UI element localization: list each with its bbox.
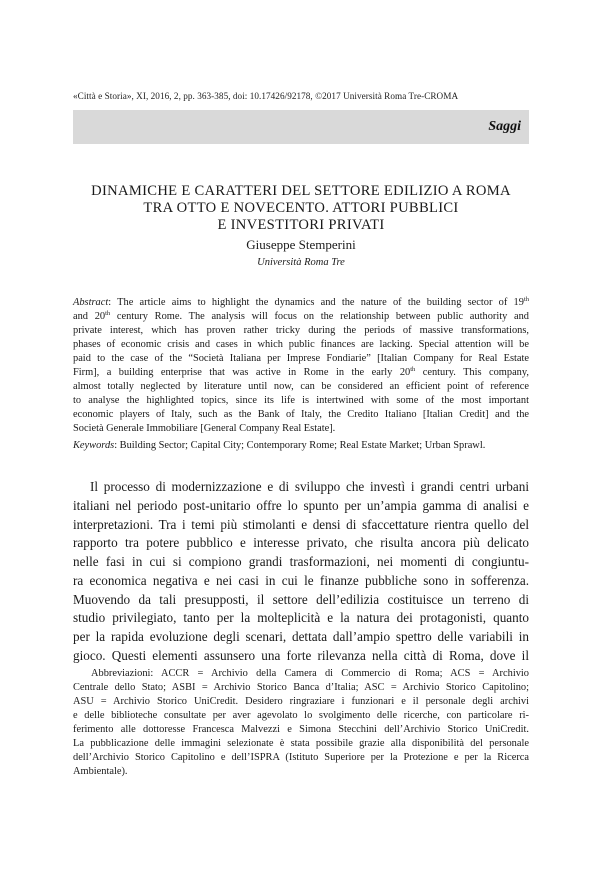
title-line: E INVESTITORI PRIVATI xyxy=(217,217,385,233)
keywords-label: Keywords xyxy=(73,440,115,451)
superscript: th xyxy=(523,296,529,303)
body-line: nelle fasi in cui si compiono grandi trasformazioni, nei momenti di congiuntu- xyxy=(73,554,529,569)
abstract-text: century Rome. The analysis will focus on the relationship between public authority and xyxy=(110,311,530,323)
footnote-line: Ambientale). xyxy=(73,766,128,777)
abstract-line xyxy=(73,296,529,310)
footnote-line: ferimento alle dottoresse Francesca Malvezzi e Simona Stecchini dell’Archivio Storico UniCredit. xyxy=(73,724,529,735)
article-title xyxy=(73,183,529,234)
body-line: interpretazioni. Tra i temi più stimolanti e densi di sfaccettature rientra quello del xyxy=(73,516,529,532)
body-line: rapporto tra potere pubblico e interesse privato, che risulta ancora più delicato xyxy=(73,535,529,551)
keywords xyxy=(73,439,529,453)
footnote-line: Centrale dello Stato; ASBI = Archivio Storico Banca d’Italia; ASC = Archivio Storico Capitolino; xyxy=(73,682,529,693)
superscript: th xyxy=(410,366,416,374)
abstract-line: economic players of Italy, such as the Bank of Italy, the Credito Italiano [Italian Credit] and the xyxy=(73,409,529,421)
abstract-text: century. This company, xyxy=(415,367,529,379)
title-line: DINAMICHE E CARATTERI DEL SETTORE EDILIZIO A ROMA xyxy=(91,183,511,199)
body-line: gioco. Questi elementi assunsero una forte rilevanza nella città di Roma, dove il xyxy=(73,647,529,663)
abstract-text: and 20 xyxy=(73,311,106,323)
abstract-line: Società Generale Immobiliare [General Company Real Estate]. xyxy=(73,423,336,435)
footnote-line: La pubblicazione delle immagini selezionate è stata possibile grazie alla disponibilità del personale xyxy=(73,738,529,749)
body-line: ra economica negativa e nei casi in cui le finanze pubbliche sono in sofferenza. xyxy=(73,572,529,588)
running-head: «Città e Storia», XI, 2016, 2, pp. 363-385, doi: 10.17426/92178, ©2017 Università Roma Tre-CROMA xyxy=(73,91,459,101)
abstract-label: Abstract xyxy=(73,297,109,308)
section-band xyxy=(73,110,529,144)
abstract-line: paid to the case of the “Società Italiana per Imprese Fondiarie” [Italian Company for Real Estate xyxy=(73,353,529,365)
body-paragraph xyxy=(73,478,529,666)
footnote-line: e delle biblioteche consultate per aver agevolato lo svolgimento delle ricerche, con particolare ri- xyxy=(73,710,529,721)
footnote-line: Abbreviazioni: ACCR = Archivio della Camera di Commercio di Roma; ACS = Archivio xyxy=(91,668,529,679)
abstract-line: almost totally neglected by literature until now, can be considered an efficient point of reference xyxy=(73,381,529,393)
title-line: TRA OTTO E NOVECENTO. ATTORI PUBBLICI xyxy=(143,200,459,216)
abstract-text: : The article aims to highlight the dynamics and the nature of the building sector of 19 xyxy=(108,297,524,308)
abstract-line: to analyse the highlighted topics, since its life is intertwined with some of the most important xyxy=(73,395,529,407)
section-label: Saggi xyxy=(488,119,521,134)
abstract-text: Firm], a building enterprise that was active in Rome in the early 20 xyxy=(73,367,411,379)
abstract xyxy=(73,296,529,436)
author-name: Giuseppe Stemperini xyxy=(246,237,356,252)
superscript: th xyxy=(105,310,111,318)
footnote xyxy=(73,667,529,779)
footnote-line: ASU = Archivio Storico UniCredit. Desidero ringraziare i funzionari e il personale degli archivi xyxy=(73,696,529,707)
body-line: studio privilegiato, tanto per la molteplicità e la natura dei protagonisti, quanto xyxy=(73,610,529,626)
abstract-line: phases of economic crisis and cases in which public finances are lacking. Special attention will be xyxy=(73,339,529,351)
footnote-line: dell’Archivio Storico Capitolino e dell’ISPRA (Istituto Superiore per la Protezione e per la Ricerca xyxy=(73,752,529,763)
abstract-line xyxy=(73,310,529,324)
author-affiliation: Università Roma Tre xyxy=(257,257,345,268)
abstract-line: private interest, which has proven rather tricky during the periods of massive transformations, xyxy=(73,325,529,337)
body-line: italiani nel periodo post-unitario offre lo spunto per un’ampia gamma di analisi e xyxy=(73,497,529,513)
body-line: per la rapida evoluzione degli scenari, dettata dall’ampio spettro delle variabili in xyxy=(73,629,529,644)
body-line: Il processo di modernizzazione e di sviluppo che investì i grandi centri urbani xyxy=(90,479,529,494)
body-line: Muovendo da tali presupposti, il settore dell’edilizia costituisce un terreno di xyxy=(73,591,529,607)
keywords-text: : Building Sector; Capital City; Contemporary Rome; Real Estate Market; Urban Sprawl. xyxy=(114,440,486,451)
abstract-line xyxy=(73,366,529,380)
